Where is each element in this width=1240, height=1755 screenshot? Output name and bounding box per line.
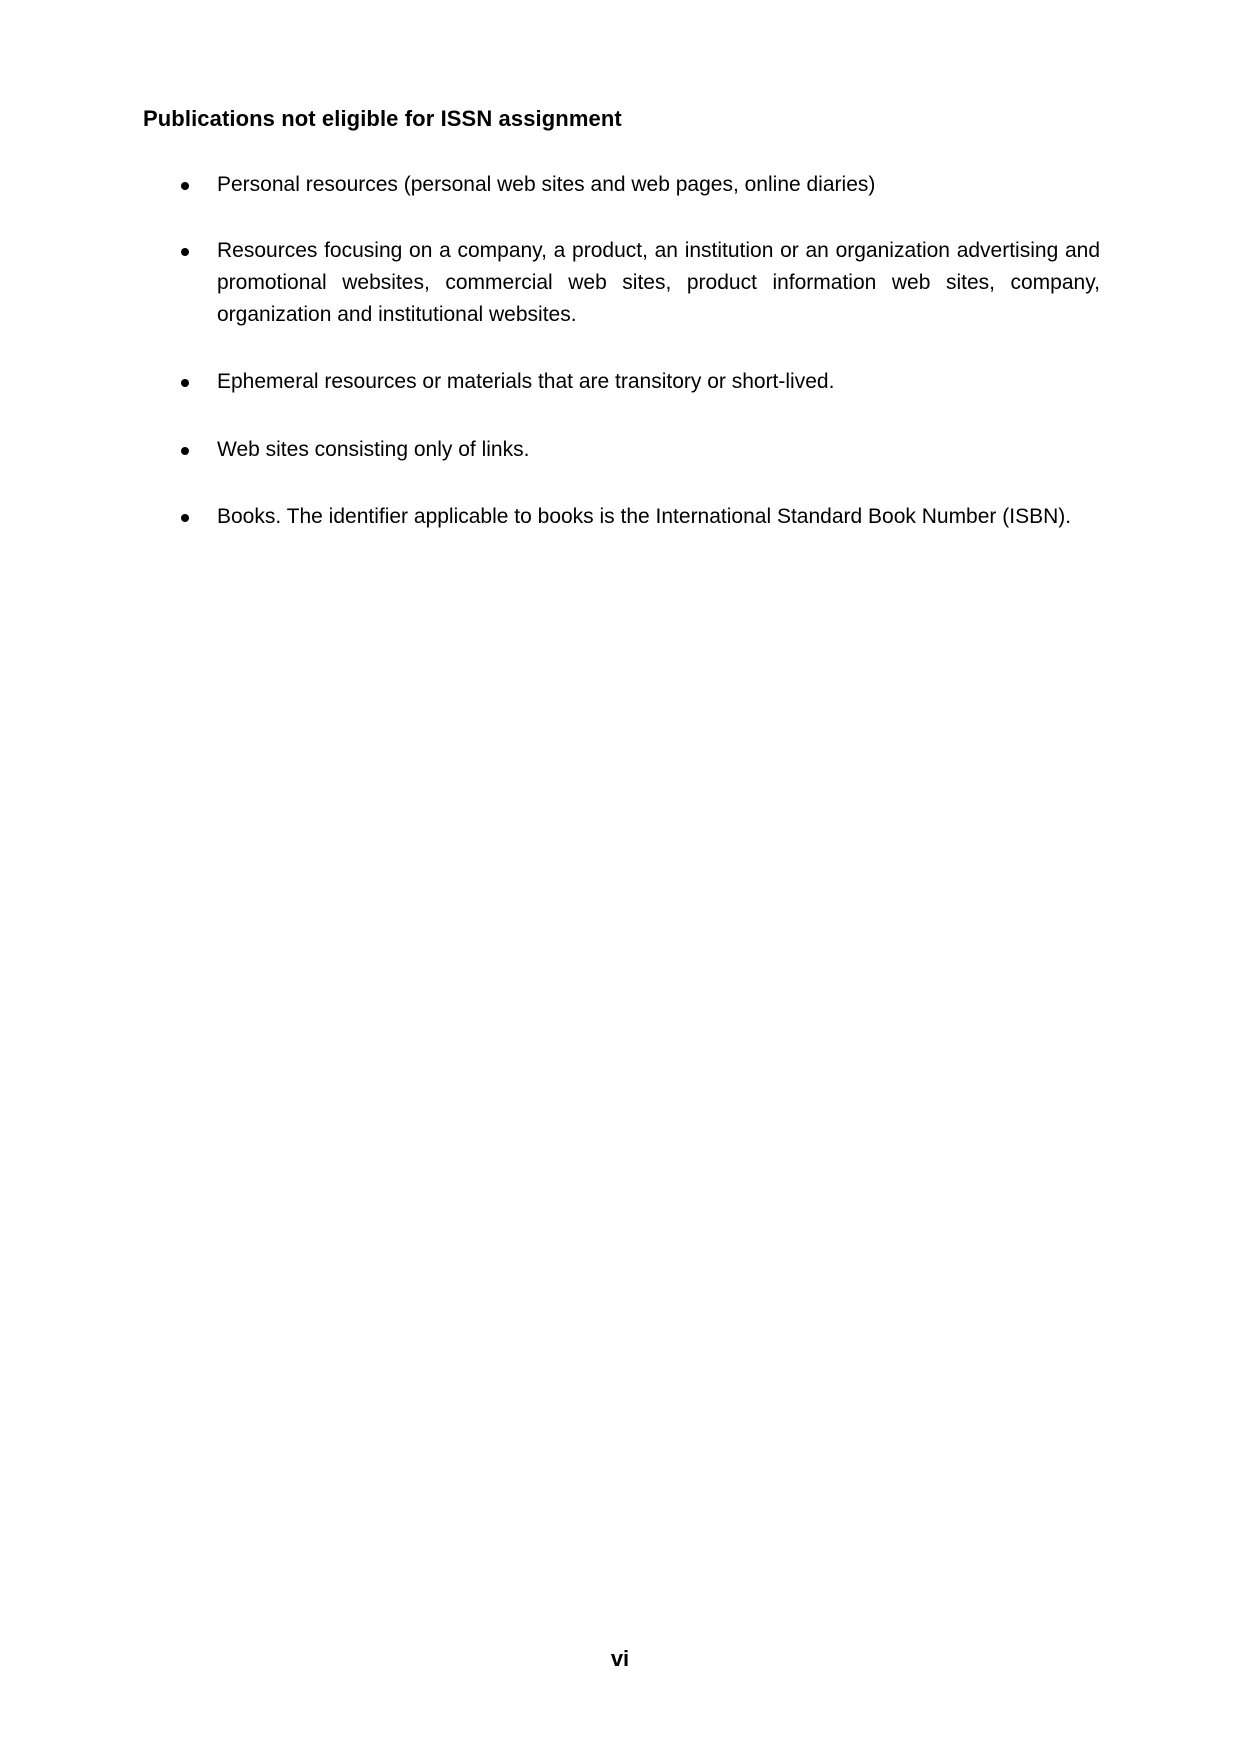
section-heading: Publications not eligible for ISSN assignment	[143, 106, 622, 131]
list-item	[217, 169, 1100, 201]
list-item	[217, 235, 1100, 331]
bullet-icon	[181, 447, 189, 455]
list-item	[217, 501, 1100, 533]
list-item-text: Ephemeral resources or materials that are transitory or short-lived.	[217, 370, 835, 393]
list-item-text: Web sites consisting only of links.	[217, 438, 530, 461]
bullet-icon	[181, 248, 189, 256]
page-number: vi	[610, 1646, 630, 1671]
list-item-text: Personal resources (personal web sites and web pages, online diaries)	[217, 173, 876, 196]
list-item	[217, 366, 1100, 398]
bullet-icon	[181, 379, 189, 387]
bullet-icon	[181, 514, 189, 522]
list-item-text: Books. The identifier applicable to books is the International Standard Book Number (ISBN).	[217, 505, 1072, 528]
list-item	[217, 434, 1100, 466]
list-item-text: Resources focusing on a company, a product, an institution or an organization advertising and promotional websites, commercial web sites, product information web sites, company, organization and institutional websites.	[217, 239, 1100, 326]
bullet-icon	[181, 182, 189, 190]
